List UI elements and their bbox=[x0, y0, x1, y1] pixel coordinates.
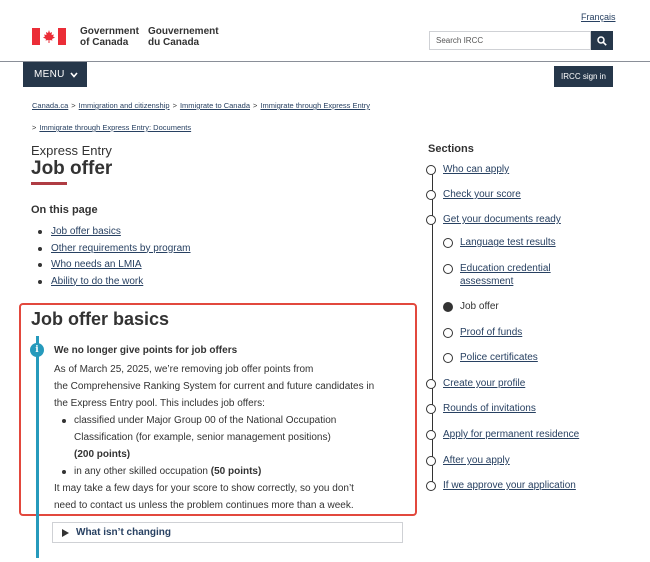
alert-closing-1: It may take a few days for your score to show correctly, so you don’t bbox=[54, 483, 354, 494]
sign-in-button[interactable]: IRCC sign in bbox=[554, 66, 613, 87]
bullet-1-points: (200 points) bbox=[74, 449, 131, 460]
header-divider bbox=[0, 61, 650, 62]
menu-button[interactable] bbox=[23, 62, 87, 87]
step-marker bbox=[443, 264, 453, 274]
gov-en-line1: Government bbox=[80, 26, 139, 37]
step-marker bbox=[426, 165, 436, 175]
breadcrumb-link-documents[interactable]: Immigrate through Express Entry: Documents bbox=[39, 123, 192, 132]
step-link[interactable]: Create your profile bbox=[443, 378, 526, 389]
alert-heading: We no longer give points for job offers bbox=[54, 345, 238, 356]
page-kicker: Express Entry bbox=[31, 143, 112, 158]
list-item bbox=[38, 274, 191, 291]
title-underline bbox=[31, 182, 67, 185]
government-wordmark-fr bbox=[148, 26, 219, 48]
alert-line-3: the Express Entry pool. This includes job offers: bbox=[54, 398, 265, 409]
list-item bbox=[38, 257, 191, 274]
step-marker bbox=[426, 215, 436, 225]
maple-leaf-icon bbox=[43, 30, 55, 43]
search-button[interactable] bbox=[591, 31, 613, 50]
chevron-down-icon bbox=[70, 72, 78, 78]
alert-closing-2: need to contact us unless the problem continues more than a week. bbox=[54, 500, 354, 511]
gov-en-line2: of Canada bbox=[80, 37, 129, 48]
bullet-1-line-2: Classification (for example, senior management positions) bbox=[74, 432, 331, 443]
breadcrumb-link-immigration[interactable]: Immigration and citizenship bbox=[78, 101, 170, 110]
details-toggle-what-isnt-changing[interactable] bbox=[52, 522, 403, 543]
search-icon bbox=[597, 36, 607, 46]
language-toggle-link[interactable]: Français bbox=[581, 12, 616, 22]
step-link[interactable]: Who can apply bbox=[443, 164, 510, 175]
step-current-label: Job offer bbox=[460, 301, 499, 312]
bullet-2-text: in any other skilled occupation bbox=[74, 466, 211, 477]
step-marker bbox=[443, 328, 453, 338]
menu-label: MENU bbox=[34, 69, 65, 80]
alert-bullets bbox=[62, 412, 408, 480]
section-title-job-offer-basics: Job offer basics bbox=[31, 309, 170, 329]
details-label: What isn’t changing bbox=[76, 527, 171, 538]
step-link[interactable]: If we approve your application bbox=[443, 480, 576, 491]
alert-border bbox=[36, 336, 39, 558]
step-marker bbox=[426, 456, 436, 466]
step-marker bbox=[426, 379, 436, 389]
list-item bbox=[38, 241, 191, 258]
toc-link-who-needs-lmia[interactable]: Who needs an LMIA bbox=[51, 259, 142, 270]
list-item bbox=[62, 463, 408, 480]
step-link[interactable]: Apply for permanent residence bbox=[443, 429, 580, 440]
step-marker bbox=[443, 238, 453, 248]
bullet-1-line-1: classified under Major Group 00 of the National Occupation bbox=[74, 415, 337, 426]
government-wordmark-en bbox=[80, 26, 139, 48]
on-this-page-list bbox=[38, 224, 191, 290]
info-icon: i bbox=[30, 343, 44, 357]
alert-body bbox=[54, 361, 408, 514]
page-title: Job offer bbox=[31, 158, 113, 179]
step-link[interactable]: Get your documents ready bbox=[443, 214, 561, 225]
breadcrumb-link-canada[interactable]: Canada.ca bbox=[32, 101, 69, 110]
list-item bbox=[62, 412, 408, 463]
step-link-line-2[interactable]: assessment bbox=[460, 276, 514, 287]
toc-link-other-requirements[interactable]: Other requirements by program bbox=[51, 242, 191, 254]
breadcrumb-link-immigrate[interactable]: Immigrate to Canada bbox=[179, 101, 250, 110]
list-item bbox=[38, 224, 191, 241]
caret-right-icon bbox=[62, 529, 69, 537]
step-link[interactable]: Rounds of invitations bbox=[443, 403, 536, 414]
gov-fr-line2: du Canada bbox=[148, 37, 200, 48]
search-input[interactable]: Search IRCC bbox=[429, 31, 591, 50]
alert-line-2: the Comprehensive Ranking System for current and future candidates in bbox=[54, 381, 375, 392]
on-this-page-heading: On this page bbox=[31, 204, 98, 216]
step-marker bbox=[443, 353, 453, 363]
step-link[interactable]: Proof of funds bbox=[460, 327, 523, 338]
breadcrumb-line-2: > Immigrate through Express Entry: Documents bbox=[32, 123, 192, 132]
bullet-2-points: (50 points) bbox=[210, 466, 262, 477]
step-marker bbox=[426, 430, 436, 440]
sections-heading: Sections bbox=[428, 143, 474, 155]
step-marker bbox=[426, 481, 436, 491]
step-marker-current bbox=[443, 302, 453, 312]
toc-link-ability[interactable]: Ability to do the work bbox=[51, 275, 144, 287]
canada-flag-logo bbox=[32, 28, 66, 45]
step-link[interactable]: Police certificates bbox=[460, 352, 538, 363]
step-link[interactable]: Language test results bbox=[460, 237, 556, 248]
step-link[interactable]: After you apply bbox=[443, 455, 510, 466]
step-link[interactable]: Check your score bbox=[443, 189, 521, 200]
alert-line-1: As of March 25, 2025, we’re removing job offer points from bbox=[54, 364, 314, 375]
breadcrumb-link-express-entry[interactable]: Immigrate through Express Entry bbox=[260, 101, 371, 110]
step-link[interactable]: Education credential bbox=[460, 263, 551, 274]
step-marker bbox=[426, 404, 436, 414]
toc-link-job-offer-basics[interactable]: Job offer basics bbox=[51, 226, 121, 237]
breadcrumb: Canada.ca > Immigration and citizenship > Immigrate to Canada > Immigrate through Express Entry bbox=[32, 101, 371, 110]
gov-fr-line1: Gouvernement bbox=[148, 26, 219, 37]
step-marker bbox=[426, 190, 436, 200]
